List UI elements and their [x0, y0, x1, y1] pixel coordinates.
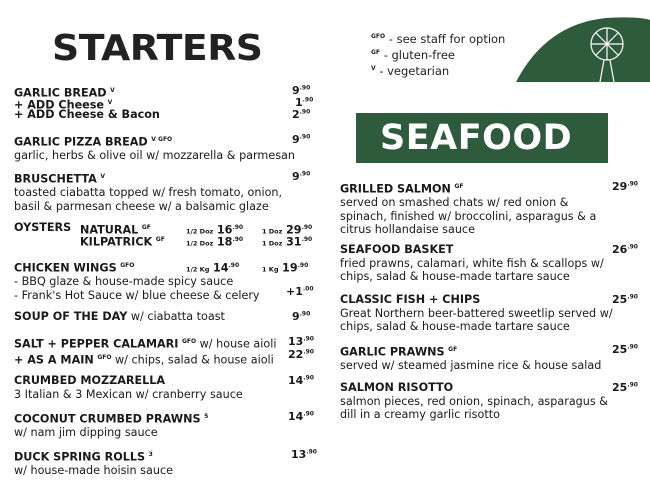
price-coconut-prawns: $14^{.90}$: [288, 410, 314, 423]
menu-item-bruschetta: BRUSCHETTA $^V$ toasted ciabatta topped w/ fresh tomato, onion, basil & parmesan cheese w/ a balsamic glaze: [14, 172, 283, 213]
dietary-legend: $^{GFO}$ - see staff for option $^{GF}$ - gluten-free $^V$ - vegetarian: [371, 31, 506, 78]
oyster-kilpatrick-doz: 1 Doz $31^{.90}$: [262, 235, 313, 249]
menu-item-add-cheese-bacon: + ADD Cheese & Bacon: [14, 108, 160, 121]
oyster-natural: NATURAL $^{GF}$: [80, 223, 151, 237]
price-duck-spring-rolls: $13^{.90}$: [291, 448, 317, 461]
price-garlic-pizza-bread: $9^{.90}$: [292, 133, 311, 146]
price-soup: $9^{.90}$: [292, 310, 311, 323]
menu-item-calamari: SALT + PEPPER CALAMARI $^{GFO}$ w/ house aioli + AS A MAIN $^{GFO}$ w/ chips, salad & house aioli: [14, 337, 277, 367]
menu-item-duck-spring-rolls: DUCK SPRING ROLLS $^3$ w/ house-made hoisin sauce: [14, 450, 173, 478]
price-calamari: $13^{.90}$: [288, 335, 314, 348]
oyster-kilpatrick-half: 1/2 Doz $18^{.90}$: [186, 235, 244, 249]
seafood-heading: SEAFOOD: [380, 118, 573, 158]
price-crumbed-mozzarella: $14^{.90}$: [288, 374, 314, 387]
menu-item-soup: SOUP OF THE DAY w/ ciabatta toast: [14, 310, 225, 323]
menu-item-fish-chips: CLASSIC FISH + CHIPS Great Northern beer-battered sweetlip served w/ chips, salad & house-made tartare sauce: [340, 293, 613, 333]
oyster-natural-half: 1/2 Doz $16^{.90}$: [186, 223, 244, 237]
menu-item-crumbed-mozzarella: CRUMBED MOZZARELLA 3 Italian & 3 Mexican w/ cranberry sauce: [14, 374, 243, 401]
menu-item-seafood-basket: SEAFOOD BASKET fried prawns, calamari, white fish & scallops w/ chips, salad & house-made tartare sauce: [340, 243, 604, 283]
price-garlic-prawns: $25^{.90}$: [612, 343, 638, 356]
wings-half: 1/2 Kg $14^{.90}$: [186, 261, 240, 275]
menu-item-grilled-salmon: GRILLED SALMON $^{GF}$ served on smashed chats w/ red onion & spinach, finished w/ broccolini, asparagus & a citrus hollandaise sauce: [340, 182, 597, 237]
starters-heading: STARTERS: [52, 28, 263, 69]
price-calamari-main: $22^{.90}$: [288, 348, 314, 361]
price-seafood-basket: $26^{.90}$: [612, 243, 638, 256]
windmill-icon: [516, 14, 650, 82]
price-fish-chips: $25^{.90}$: [612, 293, 638, 306]
price-grilled-salmon: $29^{.90}$: [612, 180, 638, 193]
oysters-label: OYSTERS: [14, 221, 72, 234]
menu-item-garlic-bread: GARLIC BREAD $^V$: [14, 86, 115, 100]
price-garlic-bread: $9^{.90}$: [292, 84, 311, 97]
oyster-natural-doz: 1 Doz $29^{.90}$: [262, 223, 313, 237]
price-add-cheese: $1^{.90}$: [295, 96, 314, 109]
wings-extra-price: $+1^{.00}$: [286, 285, 314, 298]
wings-kg: 1 Kg $19^{.90}$: [262, 261, 309, 275]
price-salmon-risotto: $25^{.90}$: [612, 381, 638, 394]
menu-item-add-cheese: + ADD Cheese $^V$: [14, 98, 113, 112]
price-add-cheese-bacon: $2^{.90}$: [292, 108, 311, 121]
price-bruschetta: $9^{.90}$: [292, 170, 311, 183]
menu-item-chicken-wings: CHICKEN WINGS $^{GFO}$ - BBQ glaze & house-made spicy sauce - Frank's Hot Sauce w/ blue cheese & celery: [14, 261, 260, 302]
menu-item-garlic-prawns: GARLIC PRAWNS $^{GF}$ served w/ steamed jasmine rice & house salad: [340, 345, 602, 373]
oyster-kilpatrick: KILPATRICK $^{GF}$: [80, 235, 165, 249]
menu-item-garlic-pizza-bread: GARLIC PIZZA BREAD $^{V GFO}$ garlic, herbs & olive oil w/ mozzarella & parmesan: [14, 135, 295, 163]
menu-item-salmon-risotto: SALMON RISOTTO salmon pieces, red onion, spinach, asparagus & dill in a creamy garlic risotto: [340, 381, 608, 421]
menu-item-coconut-prawns: COCONUT CRUMBED PRAWNS $^5$ w/ nam jim dipping sauce: [14, 412, 209, 440]
